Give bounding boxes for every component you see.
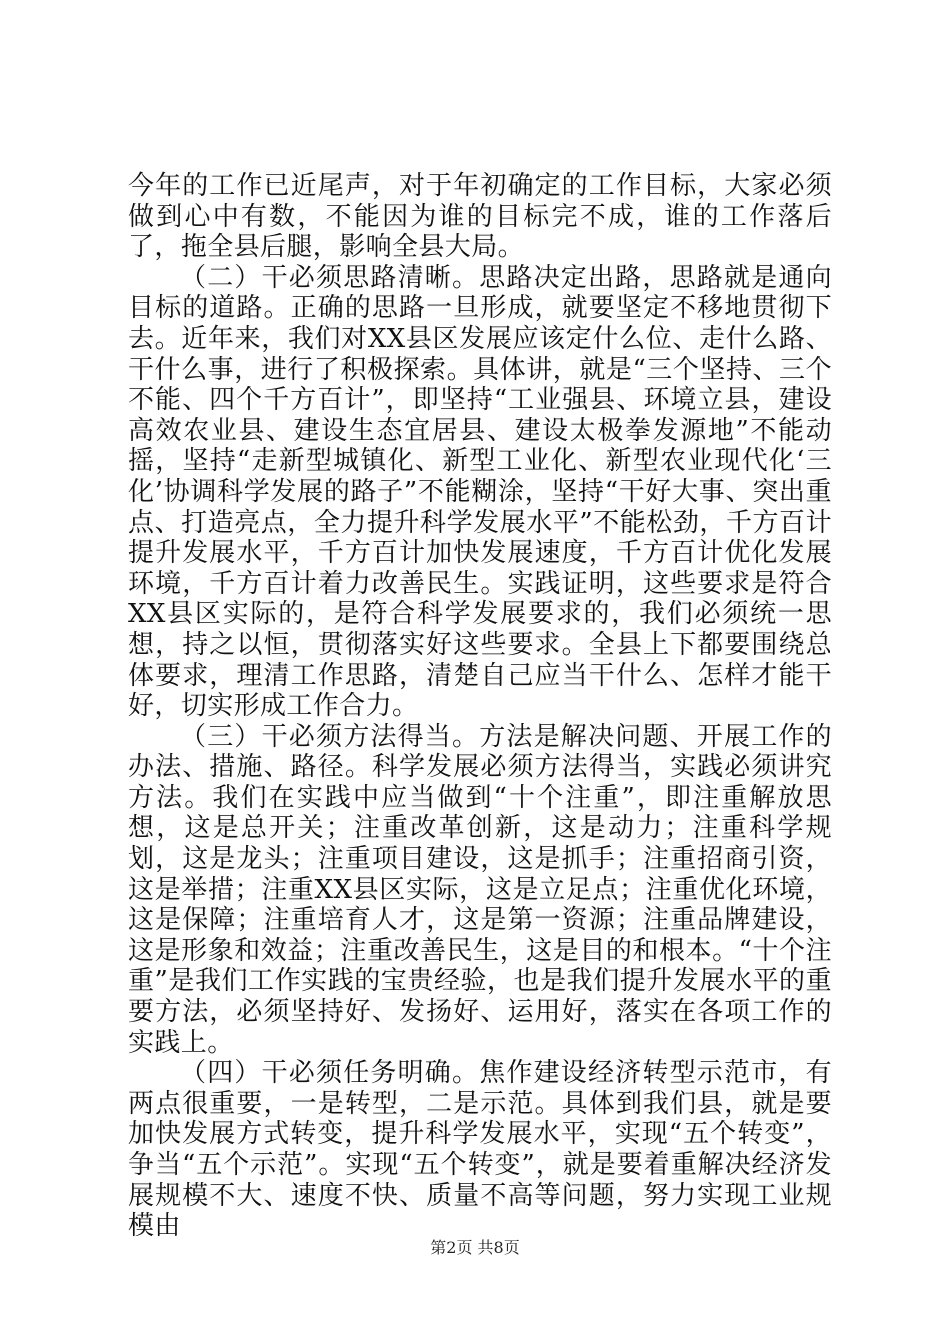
paragraph-continuation: 今年的工作已近尾声，对于年初确定的工作目标，大家必须做到心中有数，不能因为谁的目标完不成，谁的工作落后了，拖全县后腿，影响全县大局。 (128, 171, 832, 263)
paragraph-section-4: （四）干必须任务明确。焦作建设经济转型示范市，有两点很重要，一是转型，二是示范。具体到我们县，就是要加快发展方式转变，提升科学发展水平，实现“五个转变”，争当“五个示范”。实现“五个转变”，就是要着重解决经济发展规模不大、速度不快、质量不高等问题，努力实现工业规模由 (128, 1058, 832, 1242)
paragraph-section-3: （三）干必须方法得当。方法是解决问题、开展工作的办法、措施、路径。科学发展必须方法得当，实践必须讲究方法。我们在实践中应当做到“十个注重”，即注重解放思想，这是总开关；注重改革创新，这是动力；注重科学规划，这是龙头；注重项目建设，这是抓手；注重招商引资，这是举措；注重XX县区实际，这是立足点；注重优化环境，这是保障；注重培育人才，这是第一资源；注重品牌建设，这是形象和效益；注重改善民生，这是目的和根本。“十个注重”是我们工作实践的宝贵经验，也是我们提升发展水平的重要方法，必须坚持好、发扬好、运用好，落实在各项工作的实践上。 (128, 721, 832, 1058)
document-body (128, 171, 832, 1242)
paragraph-section-2: （二）干必须思路清晰。思路决定出路，思路就是通向目标的道路。正确的思路一旦形成，就要坚定不移地贯彻下去。近年来，我们对XX县区发展应该定什么位、走什么路、干什么事，进行了积极探索。具体讲，就是“三个坚持、三个不能、四个千方百计”，即坚持“工业强县、环境立县，建设高效农业县、建设生态宜居县、建设太极拳发源地”不能动摇，坚持“走新型城镇化、新型工业化、新型农业现代化‘三化’协调科学发展的路子”不能糊涂，坚持“干好大事、突出重点、打造亮点，全力提升科学发展水平”不能松劲，千方百计提升发展水平，千方百计加快发展速度，千方百计优化发展环境，千方百计着力改善民生。实践证明，这些要求是符合XX县区实际的，是符合科学发展要求的，我们必须统一思想，持之以恒，贯彻落实好这些要求。全县上下都要围绕总体要求，理清工作思路，清楚自己应当干什么、怎样才能干好，切实形成工作合力。 (128, 262, 832, 722)
page-number-footer: 第2页 共8页 (430, 1238, 520, 1257)
